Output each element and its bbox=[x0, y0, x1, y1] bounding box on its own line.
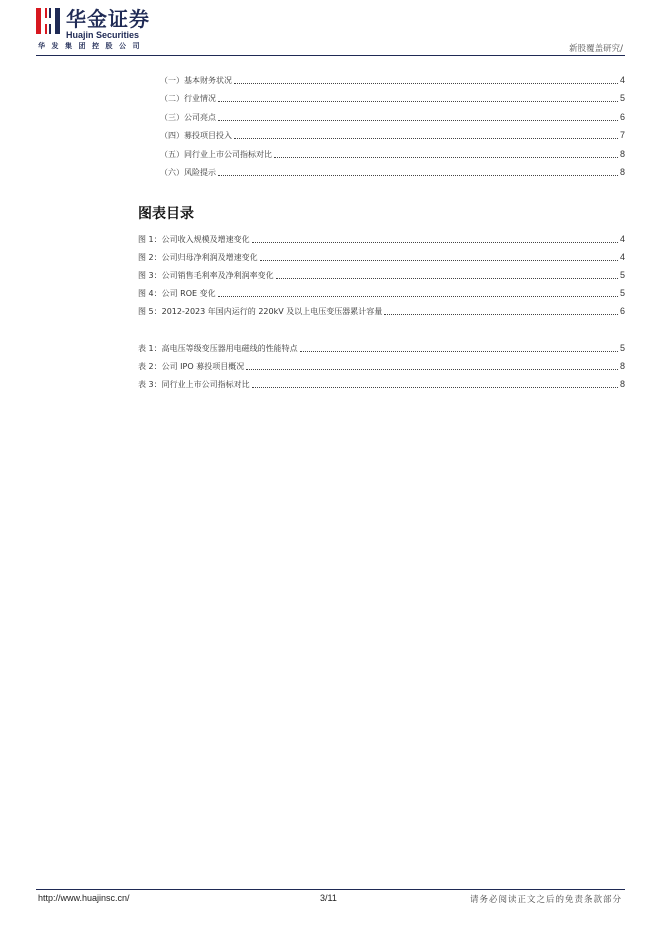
toc-figure-entry-label: 图 1：公司收入规模及增速变化 bbox=[138, 235, 250, 244]
toc-section-entry[interactable] bbox=[138, 111, 625, 123]
dot-leader bbox=[252, 386, 618, 388]
toc-section-entry-label: （六）风险提示 bbox=[160, 168, 216, 177]
footer-url-link[interactable]: http://www.huajinsc.cn/ bbox=[38, 893, 130, 903]
footer-disclaimer: 请务必阅读正文之后的免责条款部分 bbox=[469, 895, 622, 905]
toc-figure-entry[interactable] bbox=[138, 287, 625, 299]
toc-table-entry-page: 8 bbox=[619, 361, 625, 371]
toc-section-entry-page: 6 bbox=[619, 111, 625, 122]
toc-table-entry-label: 表 3：同行业上市公司指标对比 bbox=[138, 380, 250, 389]
dot-leader bbox=[234, 137, 618, 139]
footer-divider bbox=[36, 889, 625, 890]
toc-table-entry-page: 5 bbox=[619, 343, 625, 353]
dot-leader bbox=[276, 277, 618, 279]
header-divider bbox=[36, 55, 625, 56]
toc-table-entry[interactable] bbox=[138, 342, 625, 354]
dot-leader bbox=[246, 368, 618, 370]
toc-section-entry-page: 8 bbox=[619, 148, 625, 159]
toc-table-entry-page: 8 bbox=[619, 379, 625, 389]
toc-section-entry[interactable] bbox=[138, 166, 625, 178]
toc-figure-entry[interactable] bbox=[138, 269, 625, 281]
toc-section-entry[interactable] bbox=[138, 92, 625, 104]
huajin-logo-icon bbox=[36, 8, 60, 34]
toc-section-entry-label: （一）基本财务状况 bbox=[160, 76, 232, 85]
toc-table-entry-label: 表 2：公司 IPO 募投项目概况 bbox=[138, 362, 245, 371]
logo-subtitle: 华发集团控股公司 bbox=[38, 42, 146, 50]
toc-table-entry-label: 表 1：高电压等级变压器用电磁线的性能特点 bbox=[138, 344, 298, 353]
page-header bbox=[0, 0, 662, 60]
toc-table-entry[interactable] bbox=[138, 378, 625, 390]
toc-section-entry-page: 8 bbox=[619, 167, 625, 177]
toc-figure-entry-page: 6 bbox=[619, 306, 625, 316]
toc-figure-entry-page: 4 bbox=[619, 252, 625, 262]
dot-leader bbox=[218, 119, 618, 121]
toc-figure-entry-label: 图 4：公司 ROE 变化 bbox=[138, 289, 216, 298]
toc-section-entry[interactable] bbox=[138, 129, 625, 141]
toc-section-entry-label: （二）行业情况 bbox=[160, 94, 216, 104]
toc-figure-entry[interactable] bbox=[138, 233, 625, 245]
dot-leader bbox=[252, 241, 618, 243]
dot-leader bbox=[218, 174, 618, 176]
toc-section-entry-label: （三）公司亮点 bbox=[160, 112, 216, 122]
toc-section-entry-page: 4 bbox=[619, 75, 625, 85]
toc-figure-entry[interactable] bbox=[138, 305, 625, 317]
toc-figure-entry[interactable] bbox=[138, 251, 625, 263]
dot-leader bbox=[234, 82, 618, 84]
toc-figure-entry-page: 5 bbox=[619, 288, 625, 298]
toc-figure-entry-label: 图 5：2012-2023 年国内运行的 220kV 及以上电压变压器累计容量 bbox=[138, 307, 383, 316]
huajin-logo bbox=[36, 8, 166, 54]
toc-section-entry[interactable] bbox=[138, 74, 625, 86]
dot-leader bbox=[260, 259, 618, 261]
toc-figure-entry-label: 图 2：公司归母净利润及增速变化 bbox=[138, 253, 258, 262]
toc-section-entry-label: （四）募投项目投入 bbox=[160, 131, 232, 141]
toc-table-entry[interactable] bbox=[138, 360, 625, 372]
logo-english-name: Huajin Securities bbox=[66, 30, 140, 40]
toc-figure-entry-label: 图 3：公司销售毛利率及净利润率变化 bbox=[138, 271, 274, 280]
page-number: 3/11 bbox=[320, 893, 337, 903]
toc-figure-entry-page: 4 bbox=[619, 234, 625, 244]
dot-leader bbox=[218, 295, 618, 297]
figure-toc-title: 图表目录 bbox=[138, 206, 194, 222]
dot-leader bbox=[218, 100, 618, 102]
toc-section-entry-page: 5 bbox=[619, 93, 625, 104]
dot-leader bbox=[300, 350, 618, 352]
toc-figure-entry-page: 5 bbox=[619, 270, 625, 280]
document-type: 新股覆盖研究/ bbox=[569, 44, 623, 54]
toc-section-entry[interactable] bbox=[138, 148, 625, 160]
dot-leader bbox=[274, 156, 618, 158]
toc-section-entry-label: （五）同行业上市公司指标对比 bbox=[160, 149, 272, 159]
toc-section-entry-page: 7 bbox=[619, 130, 625, 141]
dot-leader bbox=[384, 313, 618, 315]
logo-chinese-name: 华金证券 bbox=[66, 7, 150, 31]
